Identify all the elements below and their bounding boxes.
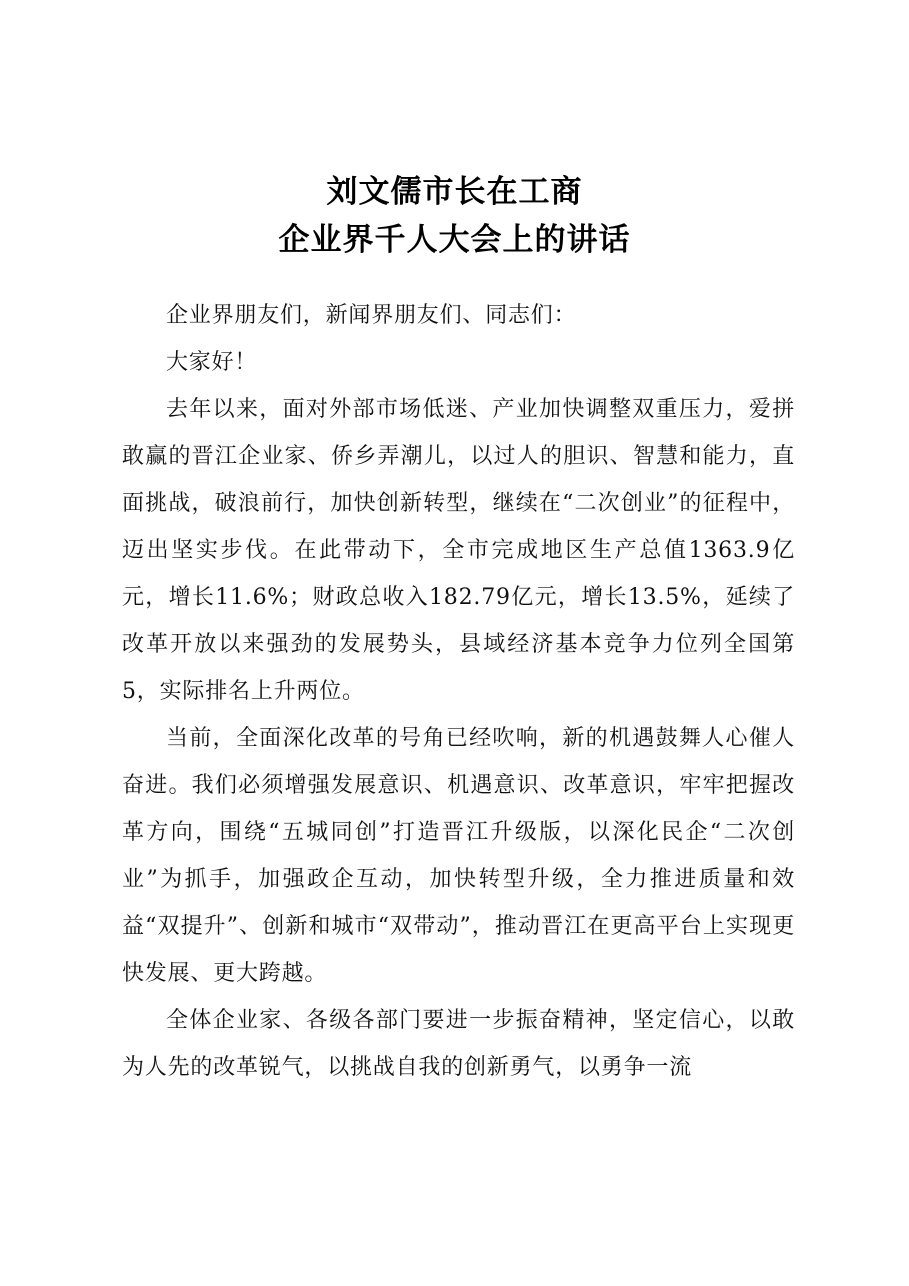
document-body <box>122 292 795 1091</box>
body-paragraph-2: 当前，全面深化改革的号角已经吹响，新的机遇鼓舞人心催人奋进。我们必须增强发展意识、机遇意识、改革意识，牢牢把握改革方向，围绕“五城同创”打造晋江升级版，以深化民企“二次创业”为抓手，加强政企互动，加快转型升级，全力推进质量和效益“双提升”、创新和城市“双带动”，推动晋江在更高平台上实现更快发展、更大跨越。 <box>122 726 795 986</box>
greeting: 大家好！ <box>166 350 258 375</box>
body-paragraph-1: 去年以来，面对外部市场低迷、产业加快调整双重压力，爱拼敢赢的晋江企业家、侨乡弄潮儿，以过人的胆识、智慧和能力，直面挑战，破浪前行，加快创新转型，继续在“二次创业”的征程中，迈出坚实步伐。在此带动下，全市完成地区生产总值1363.9亿元，增长11.6%；财政总收入182.79亿元，增长13.5%，延续了改革开放以来强劲的发展势头，县域经济基本竞争力位列全国第5，实际排名上升两位。 <box>122 397 795 704</box>
body-paragraph-3: 全体企业家、各级各部门要进一步振奋精神，坚定信心，以敢为人先的改革锐气，以挑战自我的创新勇气，以勇争一流 <box>122 1008 795 1080</box>
salutation: 企业界朋友们，新闻界朋友们、同志们： <box>166 303 577 328</box>
document-title-line-2: 企业界千人大会上的讲话 <box>278 222 631 258</box>
document-title-line-1: 刘文儒市长在工商 <box>326 174 583 210</box>
